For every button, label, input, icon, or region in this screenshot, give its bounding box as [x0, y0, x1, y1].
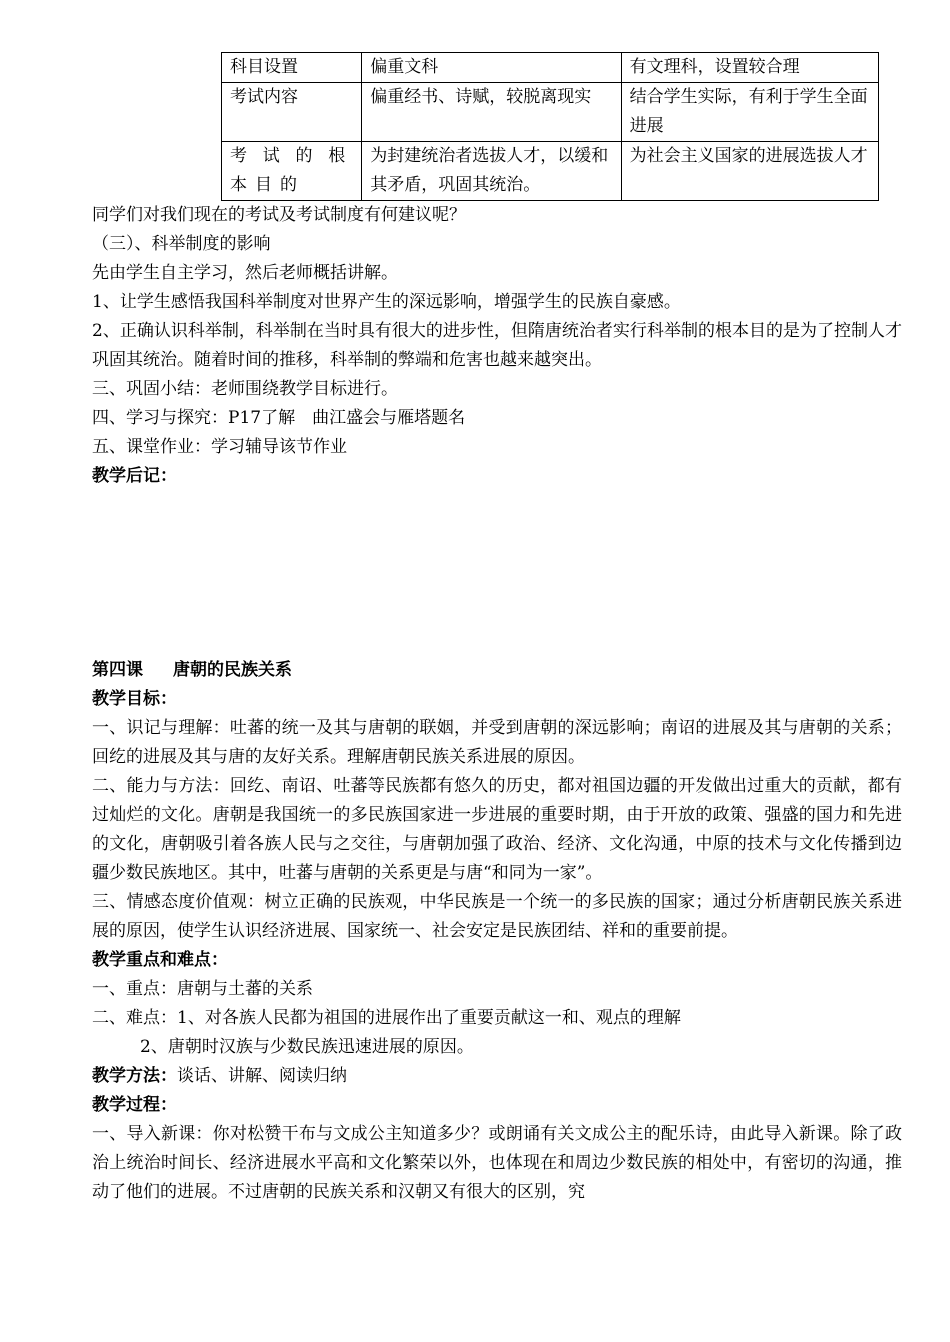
process-heading: 教学过程： [92, 1095, 177, 1115]
table-row [222, 142, 879, 201]
table-row [222, 83, 879, 142]
blank-space [92, 491, 902, 656]
lesson-number: 第四课 [92, 660, 143, 680]
objective-3: 三、情感态度价值观：树立正确的民族观，中华民族是一个统一的多民族的国家；通过分析唐朝民族关系进展的原因，使学生认识经济进展、国家统一、社会安定是民族团结、祥和的重要前提。 [92, 892, 902, 941]
table-cell-new: 结合学生实际，有利于学生全面进展 [621, 83, 878, 142]
table-cell-label: 科目设置 [222, 53, 362, 83]
paragraph: 先由学生自主学习，然后老师概括讲解。 [92, 263, 398, 283]
table-cell-old: 偏重经书、诗赋，较脱离现实 [362, 83, 621, 142]
table-cell-old: 为封建统治者选拔人才，以缓和其矛盾，巩固其统治。 [362, 142, 621, 201]
method-label: 教学方法： [92, 1066, 177, 1086]
table-row [222, 53, 879, 83]
table-cell-new: 有文理科，设置较合理 [621, 53, 878, 83]
comparison-table [221, 52, 879, 201]
paragraph: 四、学习与探究：P17了解 曲江盛会与雁塔题名 [92, 408, 466, 428]
paragraph: 三、巩固小结：老师围绕教学目标进行。 [92, 379, 398, 399]
key-point-3: 2、唐朝时汉族与少数民族迅速进展的原因。 [140, 1037, 474, 1057]
paragraph: 五、课堂作业：学习辅导该节作业 [92, 437, 347, 457]
lesson-name: 唐朝的民族关系 [173, 660, 292, 680]
objective-2: 二、能力与方法：回纥、南诏、吐蕃等民族都有悠久的历史，都对祖国边疆的开发做出过重大的贡献，都有过灿烂的文化。唐朝是我国统一的多民族国家进一步进展的重要时期，由于开放的政策、强盛的国力和先进的文化，唐朝吸引着各族人民与之交往，与唐朝加强了政治、经济、文化沟通，中原的技术与文化传播到边疆少数民族地区。其中，吐蕃与唐朝的关系更是与唐“和同为一家”。 [92, 776, 902, 883]
document-page [92, 52, 902, 1207]
section-heading: （三）、科举制度的影响 [92, 234, 271, 254]
postscript-heading: 教学后记： [92, 466, 177, 486]
process-paragraph: 一、导入新课：你对松赞干布与文成公主知道多少？或朗诵有关文成公主的配乐诗，由此导入新课。除了政治上统治时间长、经济进展水平高和文化繁荣以外，也体现在和周边少数民族的相处中，有密切的沟通，推动了他们的进展。不过唐朝的民族关系和汉朝又有很大的区别，究 [92, 1124, 902, 1202]
table-cell-new: 为社会主义国家的进展选拔人才 [621, 142, 878, 201]
objectives-heading: 教学目标： [92, 689, 177, 709]
paragraph: 1、让学生感悟我国科举制度对世界产生的深远影响，增强学生的民族自豪感。 [92, 292, 681, 312]
table-cell-old: 偏重文科 [362, 53, 621, 83]
key-point-1: 一、重点：唐朝与土蕃的关系 [92, 979, 313, 999]
method-line [92, 1062, 902, 1091]
key-point-2: 二、难点：1、对各族人民都为祖国的进展作出了重要贡献这一和、观点的理解 [92, 1008, 681, 1028]
table-cell-label: 考试内容 [222, 83, 362, 142]
table-cell-label: 考试的根本目的 [222, 142, 362, 201]
method-text: 谈话、讲解、阅读归纳 [177, 1066, 347, 1086]
paragraph: 同学们对我们现在的考试及考试制度有何建议呢？ [92, 205, 466, 225]
lesson-title [92, 656, 902, 685]
key-points-heading: 教学重点和难点： [92, 950, 228, 970]
objective-1: 一、识记与理解：吐蕃的统一及其与唐朝的联姻，并受到唐朝的深远影响；南诏的进展及其与唐朝的关系；回纥的进展及其与唐的友好关系。理解唐朝民族关系进展的原因。 [92, 718, 902, 767]
paragraph: 2、正确认识科举制，科举制在当时具有很大的进步性，但隋唐统治者实行科举制的根本目的是为了控制人才巩固其统治。随着时间的推移，科举制的弊端和危害也越来越突出。 [92, 321, 902, 370]
